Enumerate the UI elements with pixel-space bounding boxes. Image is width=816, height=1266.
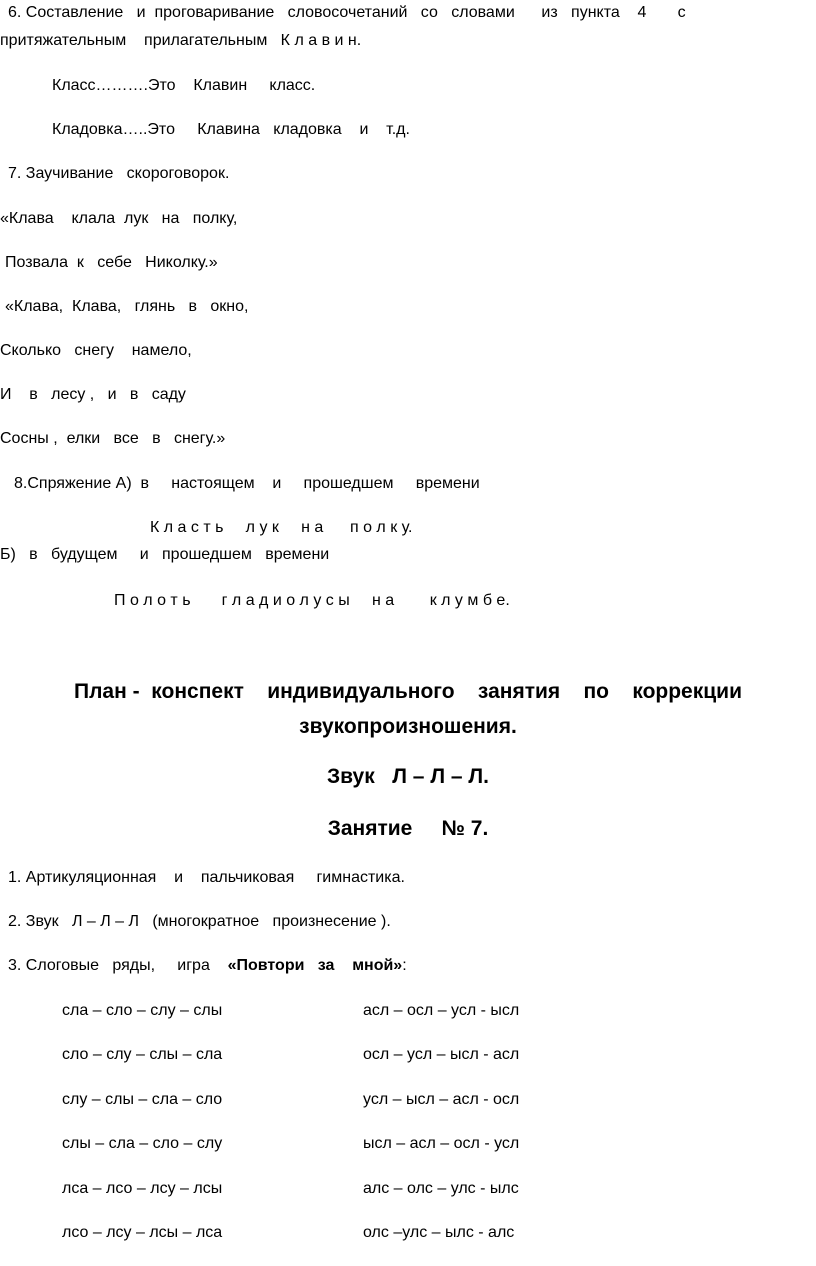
poem-line-5: И в лесу , и в саду: [0, 386, 186, 403]
item-8-b: Б) в будущем и прошедшем времени: [0, 546, 330, 563]
syllable-row-right: усл – ысл – асл - осл: [363, 1091, 520, 1108]
syllable-row-right: осл – усл – ысл - асл: [363, 1046, 520, 1063]
step-3-suffix: :: [402, 957, 407, 974]
poem-line-4: Сколько снегу намело,: [0, 342, 192, 359]
example-2: Кладовка…..Это Клавина кладовка и т.д.: [52, 121, 410, 138]
syllable-row-left: слы – сла – сло – слу: [62, 1135, 223, 1152]
syllable-row-right: алс – олс – улс - ылс: [363, 1180, 519, 1197]
step-2: 2. Звук Л – Л – Л (многократное произнесение ).: [8, 913, 391, 930]
item-6-line-1: 6. Составление и проговаривание словосочетаний со словами из пункта 4 с: [8, 4, 686, 21]
step-1: 1. Артикуляционная и пальчиковая гимнастика.: [8, 869, 405, 886]
poem-line-1: «Клава клала лук на полку,: [0, 210, 238, 227]
syllable-row-left: лса – лсо – лсу – лсы: [62, 1180, 223, 1197]
syllable-row-left: лсо – лсу – лсы – лса: [62, 1224, 223, 1241]
title-line-2: звукопроизношения.: [299, 715, 517, 738]
syllable-row-left: сло – слу – слы – сла: [62, 1046, 223, 1063]
syllable-row-left: слу – слы – сла – сло: [62, 1091, 223, 1108]
sound-title: Звук Л – Л – Л.: [327, 765, 489, 788]
phrase-a: К л а с т ь л у к н а п о л к у.: [150, 519, 413, 536]
title-line-1: План - конспект индивидуального занятия по коррекции: [74, 680, 742, 703]
poem-line-2: Позвала к себе Николку.»: [5, 254, 218, 271]
lesson-title: Занятие № 7.: [327, 817, 489, 840]
item-8: 8.Спряжение А) в настоящем и прошедшем времени: [14, 475, 480, 492]
item-6-line-2: притяжательным прилагательным К л а в и н.: [0, 32, 362, 49]
syllable-row-right: олс –улс – ылс - алс: [363, 1224, 515, 1241]
syllable-row-right: ысл – асл – осл - усл: [363, 1135, 520, 1152]
poem-line-3: «Клава, Клава, глянь в окно,: [5, 298, 249, 315]
step-3: [8, 956, 407, 976]
syllable-row-right: асл – осл – усл - ысл: [363, 1002, 520, 1019]
example-1: Класс……….Это Клавин класс.: [52, 77, 316, 94]
game-name: «Повтори за мной»: [227, 957, 403, 974]
syllable-row-left: сла – сло – слу – слы: [62, 1002, 223, 1019]
item-7: 7. Заучивание скороговорок.: [8, 165, 230, 182]
step-3-prefix: 3. Слоговые ряды, игра: [8, 957, 228, 974]
phrase-b: П о л о т ь г л а д и о л у с ы н а к л у м б е.: [114, 592, 510, 609]
poem-line-6: Сосны , елки все в снегу.»: [0, 430, 226, 447]
